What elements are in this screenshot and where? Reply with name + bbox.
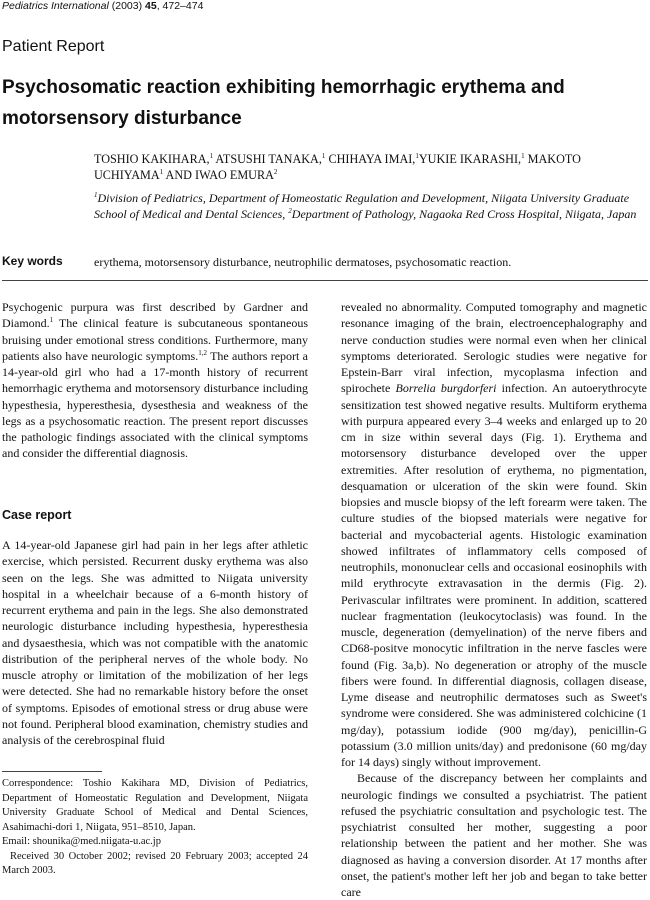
article-title: Psychosomatic reaction exhibiting hemorrhagic erythema and motorsensory disturbance	[2, 77, 565, 129]
author: YUKIE IKARASHI,	[418, 152, 522, 166]
findings-paragraph: revealed no abnormality. Computed tomography and magnetic resonance imaging of the brain, electroencephalography and nerve conduction studies were normal even when her clinical symptoms deteriorated. Serologic studies were negative for Epstein-Barr viral infection, mycoplasma infection and spirochete Borrelia burgdorferi infection. An autoerythrocyte sensitization test showed negative results. Multiform erythema with purpura appeared every 3–4 weeks and enlarged up to 20 cm in size within several days (Fig. 1). Erythema and motorsensory disturbance developed over the upper extremities. After resolution of erythema, no pigmentation, desquamation or ulceration of the skin were found. Skin biopsies and muscle biopsy of the left forearm were taken. The culture studies of the biopsed materials were negative for bacterial and mycobacterial agents. Histologic examination showed infiltrates of inflammatory cells composed of neutrophils, mononuclear cells and occasional eosinophils with mild erythrocyte extravasation in the dermis (Fig. 2). Perivascular infiltrates were prominent. In addition, scattered nuclear fragmentation (leukocytoclasis) was found. In the muscle, degeneration (demyelination) of the nerve fibers and CD68-positve monocytic infiltration in the nerve fascles were found (Fig. 3a,b). No degeneration or atrophy of the muscle fibers were found. In differential diagnosis, collagen disease, Lyme disease and neutrophilic dermatoses such as Sweet's syndrome were considered. She was administered colchicine (1 mg/day), potassium iodide (900 mg/day), penicillin-G potassium (3.0 million units/day) and predonisone (60 mg/day for 14 days) singly without improvement.	[341, 300, 648, 769]
right-column	[341, 299, 647, 900]
footnote-divider	[2, 771, 102, 772]
case-report-heading: Case report	[2, 508, 72, 522]
author: CHIHAYA IMAI,	[325, 152, 416, 166]
author: AND IWAO EMURA	[163, 168, 274, 182]
keywords-text: erythema, motorsensory disturbance, neutrophilic dermatoses, psychosomatic reaction.	[94, 255, 512, 269]
keywords-label: Key words	[2, 254, 63, 268]
journal-volume: 45	[145, 0, 157, 12]
psychiatry-paragraph: Because of the discrepancy between her complaints and neurologic findings we consulted a psychiatrist. The patient refused the psychiatric consultation and psychologic test. The psychiatrist consulted her mother, suggesting a poor relationship between the patient and her mother. She was diagnosed as having a conversion disorder. At 17 months after onset, the patient's mother left her job and began to take better care	[341, 771, 647, 899]
section-label: Patient Report	[2, 38, 105, 55]
correspondence: Correspondence: Toshio Kakihara MD, Division of Pediatrics, Department of Homeostatic Regulation and Development, Niigata University Graduate School of Medical and Dental Sciences, Asahimachi-dori 1, Niigata, 951–8510, Japan.	[2, 778, 308, 833]
reference-marker: 1	[49, 316, 54, 325]
affiliation-1: Division of Pediatrics, Department of Homeostatic Regulation and Development, Niigata University Graduate School of Medical and Dental Sciences,	[94, 191, 630, 221]
journal-header	[2, 0, 203, 12]
affiliation-2: Department of Pathology, Nagaoka Red Cross Hospital, Niigata, Japan	[291, 207, 637, 221]
case-report-body: A 14-year-old Japanese girl had pain in her legs after athletic exercise, which persisted. Recurrent dusky erythema was also seen on the legs. She was admitted to Niigata university hospital in a wheelchair because of a 6-month history of recurrent erythema and pain in the legs. She also demonstrated neurologic disturbance including hypesthesia, hyperesthesia and dysaesthesia, which was not compatible with the anatomic distribution of the peripheral nerves of the whole body. No muscle atrophy or limitation of the mobilization of her legs were detected. She had no remarkable history before the onset of symptoms. Episodes of emotional stress or drug abuse were not found. Peripheral blood examination, chemistry studies and analysis of the cerebrospinal fluid	[2, 538, 308, 747]
intro-paragraph: Psychogenic purpura was first described by Gardner and Diamond.$^1$ The clinical feature is subcutaneous spontaneous bruising under emotional stress conditions. Furthermore, many patients also have neurologic symptoms.$^{1,2}$ The authors report a 14-year-old girl who had a 17-month history of recurrent hemorrhagic erythema and motorsensory disturbance including hypesthesia, hyperesthesia, dysesthesia and weakness of the legs as a psychosomatic reaction. The present report discusses the pathologic findings associated with the clinical symptoms and consider the differential diagnosis.	[2, 300, 308, 461]
organism-name: Borrelia burgdorferi	[395, 381, 497, 396]
author: ATSUSHI TANAKA,	[213, 152, 322, 166]
author-list: TOSHIO KAKIHARA,$^1$ ATSUSHI TANAKA,$^1$ CHIHAYA IMAI,$^1$YUKIE IKARASHI,$^1$ MAKOTO UCHIYAMA$^1$ AND IWAO EMURA$^2$	[94, 151, 581, 182]
affiliations: $^1$Division of Pediatrics, Department of Homeostatic Regulation and Development, Niigata University Graduate School of Medical and Dental Sciences, $^2$Department of Pathology, Nagaoka Red Cross Hospital, Niigata, Japan	[94, 191, 637, 221]
header-divider	[2, 280, 648, 281]
footnote	[2, 777, 308, 879]
journal-year: (2003)	[111, 0, 143, 12]
received-dates: Received 30 October 2002; revised 20 February 2003; accepted 24 March 2003.	[2, 850, 308, 876]
email: Email: shounika@med.niigata-u.ac.jp	[2, 836, 161, 847]
author: TOSHIO KAKIHARA,	[94, 152, 210, 166]
author: MAKOTO UCHIYAMA	[94, 152, 581, 182]
journal-name: Pediatrics International	[2, 0, 109, 12]
journal-pages: , 472–474	[156, 0, 204, 12]
reference-marker: 1,2	[198, 348, 207, 357]
